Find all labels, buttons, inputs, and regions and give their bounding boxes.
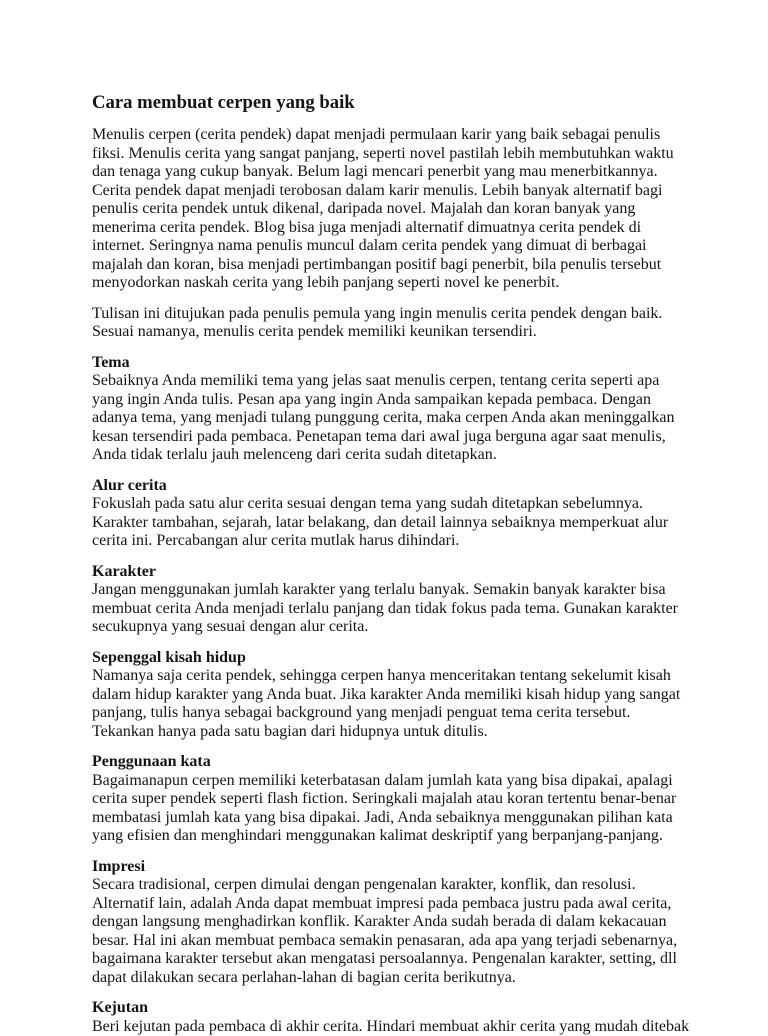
document-title: Cara membuat cerpen yang baik	[92, 92, 692, 114]
section-heading-kejutan: Kejutan	[92, 999, 692, 1018]
section-body-sepenggal-kisah-hidup: Namanya saja cerita pendek, sehingga cerpen hanya menceritakan tentang sekelumit kisah dalam hidup karakter yang Anda buat. Jika karakter Anda memiliki kisah hidup yang sangat panjang, tulis hanya sebagai background yang menjadi penguat tema cerita tersebut. Tekankan hanya pada satu bagian dari hidupnya untuk ditulis.	[92, 667, 692, 741]
section-heading-penggunaan-kata: Penggunaan kata	[92, 753, 692, 772]
intro-paragraph-2: Tulisan ini ditujukan pada penulis pemula yang ingin menulis cerita pendek dengan baik. Sesuai namanya, menulis cerita pendek memiliki keunikan tersendiri.	[92, 305, 692, 342]
section-heading-karakter: Karakter	[92, 563, 692, 582]
section-heading-tema: Tema	[92, 354, 692, 373]
section-body-karakter: Jangan menggunakan jumlah karakter yang terlalu banyak. Semakin banyak karakter bisa membuat cerita Anda menjadi terlalu panjang dan tidak fokus pada tema. Gunakan karakter secukupnya yang sesuai dengan alur cerita.	[92, 581, 692, 637]
section-body-tema: Sebaiknya Anda memiliki tema yang jelas saat menulis cerpen, tentang cerita seperti apa yang ingin Anda tulis. Pesan apa yang ingin Anda sampaikan kepada pembaca. Dengan adanya tema, yang menjadi tulang punggung cerita, maka cerpen Anda akan meninggalkan kesan tersendiri pada pembaca. Penetapan tema dari awal juga berguna agar saat menulis, Anda tidak terlalu jauh melenceng dari cerita sudah ditetapkan.	[92, 372, 692, 465]
section-body-kejutan: Beri kejutan pada pembaca di akhir cerita. Hindari membuat akhir cerita yang mudah ditebak	[92, 1018, 692, 1036]
section-heading-impresi: Impresi	[92, 858, 692, 877]
intro-paragraph-1: Menulis cerpen (cerita pendek) dapat menjadi permulaan karir yang baik sebagai penulis fiksi. Menulis cerita yang sangat panjang, seperti novel pastilah lebih membutuhkan waktu dan tenaga yang cukup banyak. Belum lagi mencari penerbit yang mau menerbitkannya. Cerita pendek dapat menjadi terobosan dalam karir menulis. Lebih banyak alternatif bagi penulis cerita pendek untuk dikenal, daripada novel. Majalah dan koran banyak yang menerima cerita pendek. Blog bisa juga menjadi alternatif dimuatnya cerita pendek di internet. Seringnya nama penulis muncul dalam cerita pendek yang dimuat di berbagai majalah dan koran, bisa menjadi pertimbangan positif bagi penerbit, bila penulis tersebut menyodorkan naskah cerita yang lebih panjang seperti novel ke penerbit.	[92, 126, 692, 293]
section-body-alur-cerita: Fokuslah pada satu alur cerita sesuai dengan tema yang sudah ditetapkan sebelumnya. Karakter tambahan, sejarah, latar belakang, dan detail lainnya sebaiknya memperkuat alur cerita ini. Percabangan alur cerita mutlak harus dihindari.	[92, 495, 692, 551]
section-body-impresi: Secara tradisional, cerpen dimulai dengan pengenalan karakter, konflik, dan resolusi. Alternatif lain, adalah Anda dapat membuat impresi pada pembaca justru pada awal cerita, dengan langsung menghadirkan konflik. Karakter Anda sudah berada di dalam kekacauan besar. Hal ini akan membuat pembaca semakin penasaran, ada apa yang terjadi sebenarnya, bagaimana karakter tersebut akan mengatasi persoalannya. Pengenalan karakter, setting, dll dapat dilakukan secara perlahan-lahan di bagian cerita berikutnya.	[92, 876, 692, 987]
section-heading-alur-cerita: Alur cerita	[92, 477, 692, 496]
section-body-penggunaan-kata: Bagaimanapun cerpen memiliki keterbatasan dalam jumlah kata yang bisa dipakai, apalagi cerita super pendek seperti flash fiction. Seringkali majalah atau koran tertentu benar-benar membatasi jumlah kata yang bisa dipakai. Jadi, Anda sebaiknya menggunakan pilihan kata yang efisien dan menghindari menggunakan kalimat deskriptif yang berpanjang-panjang.	[92, 772, 692, 846]
section-heading-sepenggal-kisah-hidup: Sepenggal kisah hidup	[92, 649, 692, 668]
